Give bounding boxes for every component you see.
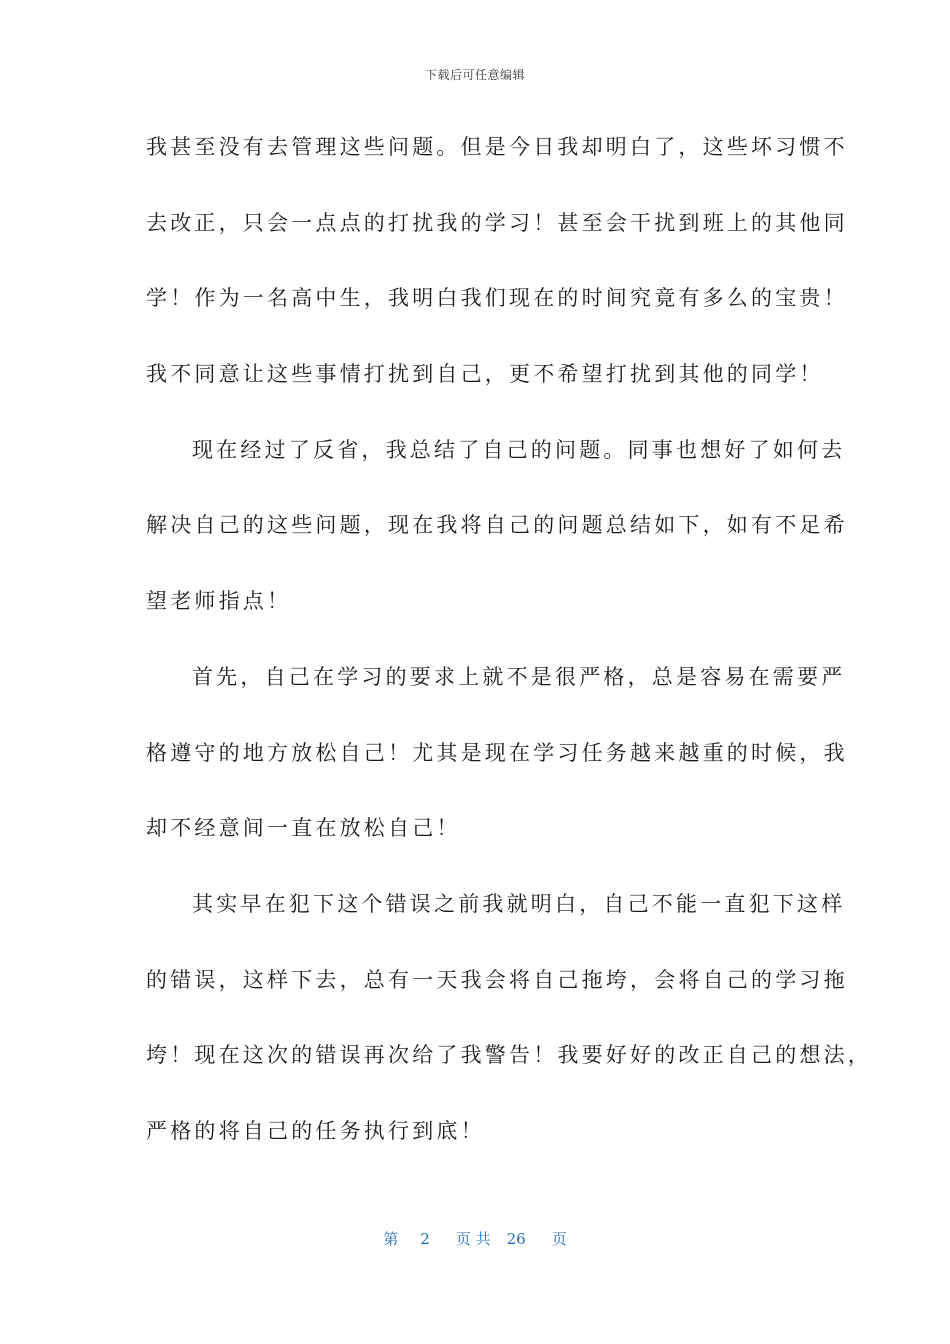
text-line: 的错误，这样下去，总有一天我会将自己拖垮，会将自己的学习拖 [146,967,848,992]
footer-middle: 页 共 [455,1230,491,1248]
text-line: 去改正，只会一点点的打扰我的学习！甚至会干扰到班上的其他同 [146,210,848,235]
text-line: 垮！现在这次的错误再次给了我警告！我要好好的改正自己的想法， [146,1043,872,1068]
current-page-number: 2 [420,1230,430,1248]
text-line: 格遵守的地方放松自己！尤其是现在学习任务越来越重的时候，我 [146,740,848,765]
text-line: 我甚至没有去管理这些问题。但是今日我却明白了，这些坏习惯不 [146,135,848,159]
footer-prefix: 第 [383,1230,399,1248]
paragraph-start-line: 其实早在犯下这个错误之前我就明白，自己不能一直犯下这样 [192,891,846,916]
text-line: 学！作为一名高中生，我明白我们现在的时间究竟有多么的宝贵！ [146,286,848,311]
page-header: 下载后可任意编辑 [424,68,525,82]
total-page-count: 26 [506,1230,526,1248]
text-line: 我不同意让这些事情打扰到自己，更不希望打扰到其他的同学！ [146,362,824,387]
page-footer [0,1228,950,1249]
text-line: 却不经意间一直在放松自己！ [146,816,461,841]
document-body [146,120,872,1180]
paragraph-start-line: 现在经过了反省，我总结了自己的问题。同事也想好了如何去 [192,437,846,462]
text-line: 严格的将自己的任务执行到底！ [146,1118,485,1143]
text-line: 望老师指点！ [146,589,292,614]
footer-suffix: 页 [551,1230,567,1248]
paragraph-start-line: 首先，自己在学习的要求上就不是很严格，总是容易在需要严 [192,664,846,689]
text-line: 解决自己的这些问题，现在我将自己的问题总结如下，如有不足希 [146,513,848,538]
